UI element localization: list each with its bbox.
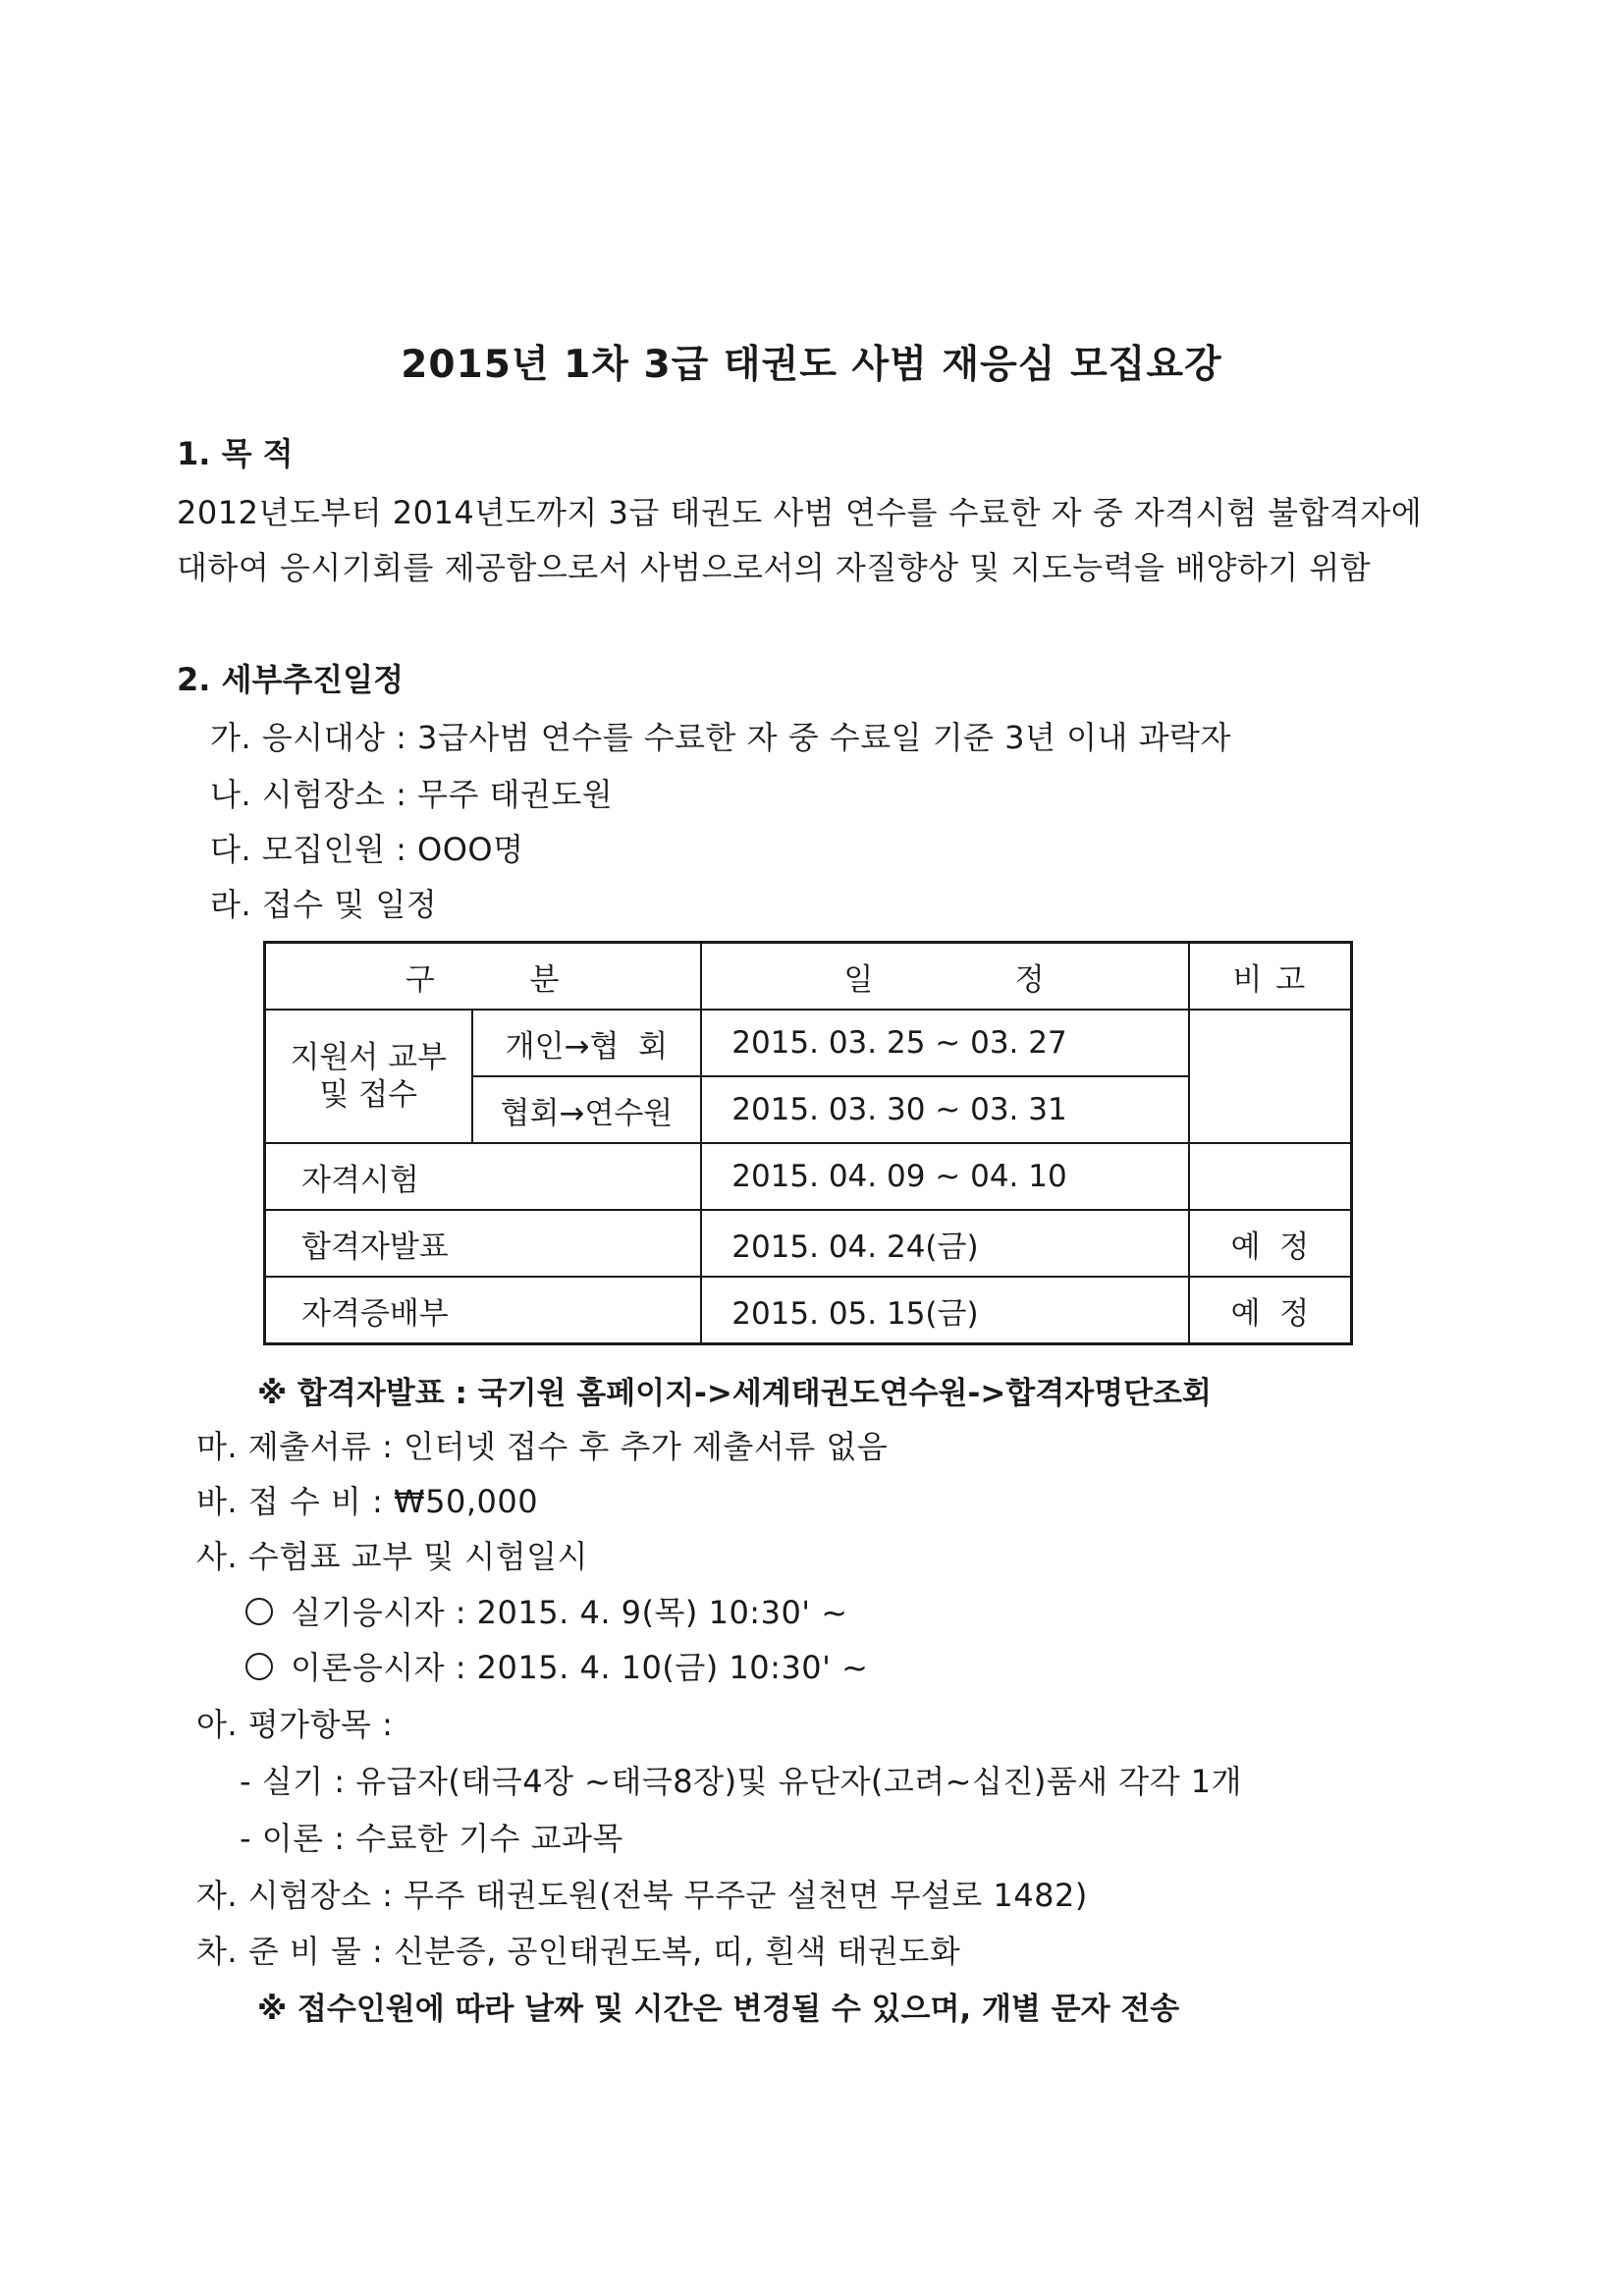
page-title: 2015년 1차 3급 태권도 사범 재응심 모집요강 <box>401 343 1222 387</box>
apply-note <box>1189 1010 1352 1143</box>
item-na: 나. 시험장소 : 무주 태권도원 <box>210 776 614 813</box>
item-ja: 자. 시험장소 : 무주 태권도원(전북 무주군 설천면 무설로 1482) <box>196 1877 1088 1914</box>
practical-exam-time <box>245 1588 848 1633</box>
cert-date: 2015. 05. 15(금) <box>701 1277 1189 1344</box>
header-note: 비 고 <box>1189 943 1352 1011</box>
result-label: 합격자발표 <box>265 1210 702 1277</box>
purpose-line-1: 2012년도부터 2014년도까지 3급 태권도 사범 연수를 수료한 자 중 자격시험 불합격자에 <box>177 494 1423 531</box>
result-note: 예 정 <box>1189 1210 1352 1277</box>
circle-bullet-icon <box>245 1653 273 1680</box>
item-da: 다. 모집인원 : OOO명 <box>210 831 524 868</box>
table-row <box>265 1277 1352 1344</box>
section-1-heading: 1. 목 적 <box>177 435 294 472</box>
theory-exam-text: 이론응시자 : 2015. 4. 10(금) 10:30' ~ <box>291 1649 869 1686</box>
exam-date: 2015. 04. 09 ~ 04. 10 <box>701 1143 1189 1210</box>
notice-results: ※ 합격자발표 : 국기원 홈페이지->세계태권도연수원->합격자명단조회 <box>257 1376 1212 1411</box>
item-ba: 바. 접 수 비 : ₩50,000 <box>196 1483 539 1520</box>
section-2-heading: 2. 세부추진일정 <box>177 661 405 698</box>
apply-individual-date: 2015. 03. 25 ~ 03. 27 <box>701 1010 1189 1076</box>
purpose-line-2: 대하여 응시기회를 제공함으로서 사범으로서의 자질향상 및 지도능력을 배양하기 위함 <box>177 549 1372 586</box>
item-cha: 차. 준 비 물 : 신분증, 공인태권도복, 띠, 흰색 태권도화 <box>196 1933 961 1970</box>
eval-practical: - 실기 : 유급자(태극4장 ~태극8장)및 유단자(고려~십진)품새 각각 1개 <box>240 1763 1243 1800</box>
table-row <box>265 1210 1352 1277</box>
cert-label: 자격증배부 <box>265 1277 702 1344</box>
exam-note <box>1189 1143 1352 1210</box>
result-date: 2015. 04. 24(금) <box>701 1210 1189 1277</box>
circle-bullet-icon <box>245 1598 273 1625</box>
apply-association-label: 협회→연수원 <box>472 1076 702 1143</box>
item-ga: 가. 응시대상 : 3급사범 연수를 수료한 자 중 수료일 기준 3년 이내 과락자 <box>210 719 1231 756</box>
table-header-row <box>265 943 1352 1011</box>
item-ra: 라. 접수 및 일정 <box>210 886 438 923</box>
apply-association-date: 2015. 03. 30 ~ 03. 31 <box>701 1076 1189 1143</box>
table-row <box>265 1010 1352 1076</box>
header-schedule: 일 정 <box>701 943 1189 1011</box>
apply-individual-label: 개인→협 회 <box>472 1010 702 1076</box>
item-sa: 사. 수험표 교부 및 시험일시 <box>196 1538 588 1575</box>
exam-label: 자격시험 <box>265 1143 702 1210</box>
header-category: 구 분 <box>265 943 702 1011</box>
cert-note: 예 정 <box>1189 1277 1352 1344</box>
notice-schedule-change: ※ 접수인원에 따라 날짜 및 시간은 변경될 수 있으며, 개별 문자 전송 <box>257 1992 1180 2027</box>
item-ma: 마. 제출서류 : 인터넷 접수 후 추가 제출서류 없음 <box>196 1428 889 1465</box>
apply-group-label: 지원서 교부 및 접수 <box>265 1010 472 1143</box>
theory-exam-time <box>245 1643 868 1688</box>
item-a: 아. 평가항목 : <box>196 1706 394 1743</box>
practical-exam-text: 실기응시자 : 2015. 4. 9(목) 10:30' ~ <box>291 1594 848 1631</box>
table-row <box>265 1143 1352 1210</box>
eval-theory: - 이론 : 수료한 기수 교과목 <box>240 1820 623 1857</box>
schedule-table <box>263 941 1353 1345</box>
